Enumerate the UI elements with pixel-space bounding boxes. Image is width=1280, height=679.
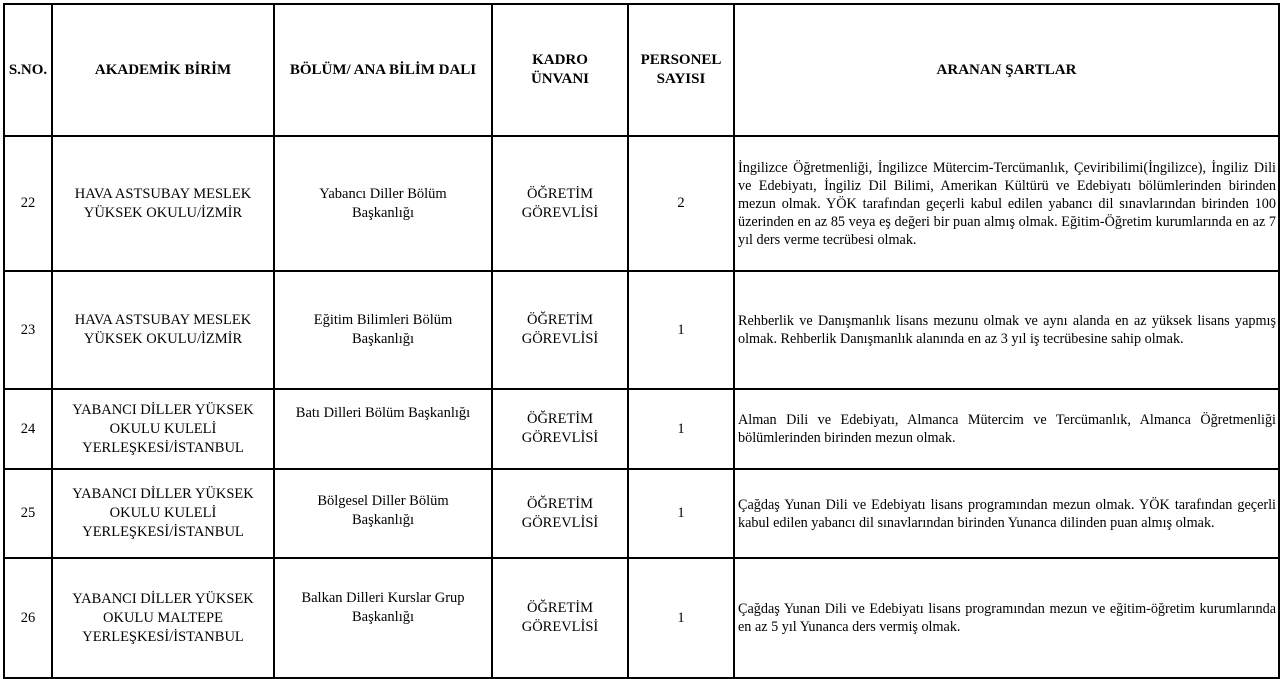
birim-line: YERLEŞKESİ/İSTANBUL	[82, 439, 244, 456]
row-akademik-birim	[52, 389, 274, 469]
birim-line: HAVA ASTSUBAY MESLEK	[74, 312, 252, 328]
unvan-line: ÖĞRETİM	[526, 312, 594, 328]
bolum-line: Başkanlığı	[351, 204, 415, 221]
table-row	[4, 469, 1279, 558]
bolum-line: Başkanlığı	[351, 512, 415, 528]
unvan-line: GÖREVLİSİ	[521, 619, 599, 635]
unvan-line: ÖĞRETİM	[526, 185, 594, 202]
unvan-line: GÖREVLİSİ	[521, 430, 599, 446]
table-header-row	[4, 4, 1279, 136]
row-kadro-unvani	[492, 136, 628, 271]
row-sno: 26	[4, 558, 52, 678]
birim-line: YABANCI DİLLER YÜKSEK	[72, 486, 254, 502]
unvan-line: GÖREVLİSİ	[521, 514, 599, 531]
bolum-line: Başkanlığı	[351, 331, 415, 347]
header-kadro-unvani	[492, 4, 628, 136]
row-sno: 23	[4, 271, 52, 389]
row-personel-sayisi: 1	[628, 389, 734, 469]
row-akademik-birim	[52, 136, 274, 271]
row-personel-sayisi: 1	[628, 469, 734, 558]
bolum-line: Yabancı Diller Bölüm	[319, 185, 447, 202]
row-bolum	[274, 469, 492, 558]
row-personel-sayisi: 2	[628, 136, 734, 271]
table-row	[4, 558, 1279, 678]
row-personel-sayisi: 1	[628, 271, 734, 389]
birim-line: OKULU MALTEPE	[103, 609, 223, 626]
header-personel-line2: SAYISI	[656, 71, 706, 87]
bolum-line: Balkan Dilleri Kurslar Grup	[301, 590, 465, 606]
row-aranan-sartlar: Alman Dili ve Edebiyatı, Almanca Mütercim ve Tercümanlık, Almanca Öğretmenliği bölümlerinden birinden mezun olmak.	[734, 389, 1279, 469]
row-bolum	[274, 271, 492, 389]
birim-line: YABANCI DİLLER YÜKSEK	[72, 401, 254, 418]
row-aranan-sartlar: Çağdaş Yunan Dili ve Edebiyatı lisans programından mezun ve eğitim-öğretim kurumlarında en az 5 yıl Yunanca ders vermiş olmak.	[734, 558, 1279, 678]
row-kadro-unvani	[492, 469, 628, 558]
birim-line: YABANCI DİLLER YÜKSEK	[72, 590, 254, 607]
row-bolum	[274, 136, 492, 271]
row-akademik-birim	[52, 558, 274, 678]
birim-line: YERLEŞKESİ/İSTANBUL	[82, 628, 244, 645]
birim-line: YÜKSEK OKULU/İZMİR	[83, 331, 243, 347]
table-row	[4, 389, 1279, 469]
row-aranan-sartlar: Çağdaş Yunan Dili ve Edebiyatı lisans programından mezun olmak. YÖK tarafından geçerli kabul edilen yabancı dil sınavlarından birinden Yunanca dilinden puan almış olmak.	[734, 469, 1279, 558]
birim-line: YÜKSEK OKULU/İZMİR	[83, 204, 243, 221]
row-bolum	[274, 389, 492, 469]
row-kadro-unvani	[492, 389, 628, 469]
bolum-line: Bölgesel Diller Bölüm	[317, 493, 449, 509]
header-aranan-sartlar: ARANAN ŞARTLAR	[734, 4, 1279, 136]
birim-line: OKULU KULELİ	[109, 420, 217, 437]
unvan-line: GÖREVLİSİ	[521, 331, 599, 347]
header-bolum: BÖLÜM/ ANA BİLİM DALI	[274, 4, 492, 136]
row-akademik-birim	[52, 469, 274, 558]
row-personel-sayisi: 1	[628, 558, 734, 678]
header-akademik-birim: AKADEMİK BİRİM	[52, 4, 274, 136]
header-kadro-line1: KADRO	[532, 52, 588, 68]
table-row	[4, 136, 1279, 271]
row-kadro-unvani	[492, 271, 628, 389]
header-personel-sayisi	[628, 4, 734, 136]
table-row	[4, 271, 1279, 389]
unvan-line: ÖĞRETİM	[526, 411, 594, 427]
unvan-line: GÖREVLİSİ	[521, 204, 599, 221]
unvan-line: ÖĞRETİM	[526, 600, 594, 616]
row-sno: 25	[4, 469, 52, 558]
bolum-line: Eğitim Bilimleri Bölüm	[313, 312, 453, 328]
row-sno: 22	[4, 136, 52, 271]
bolum-line: Başkanlığı	[351, 609, 415, 625]
row-aranan-sartlar: Rehberlik ve Danışmanlık lisans mezunu olmak ve aynı alanda en az yüksek lisans yapmış olmak. Rehberlik Danışmanlık alanında en az 3 yıl iş tecrübesine sahip olmak.	[734, 271, 1279, 389]
row-bolum	[274, 558, 492, 678]
row-sno: 24	[4, 389, 52, 469]
bolum-line: Batı Dilleri Bölüm Başkanlığı	[295, 405, 471, 421]
row-aranan-sartlar: İngilizce Öğretmenliği, İngilizce Mütercim-Tercümanlık, Çeviribilimi(İngilizce), İngiliz Dili ve Edebiyatı, İngiliz Dil Bilimi, Amerikan Kültürü ve Edebiyatı bölümlerinden birinden mezun olmak. YÖK tarafından geçerli kabul edilen yabancı dil sınavlarından birinden 100 üzerinden en az 85 veya eş değeri bir puan almış olmak. Eğitim-Öğretim kurumlarında en az 7 yıl ders verme tecrübesi olmak.	[734, 136, 1279, 271]
unvan-line: ÖĞRETİM	[526, 495, 594, 512]
header-personel-line1: PERSONEL	[640, 52, 722, 68]
birim-line: YERLEŞKESİ/İSTANBUL	[82, 524, 244, 540]
row-kadro-unvani	[492, 558, 628, 678]
birim-line: HAVA ASTSUBAY MESLEK	[74, 185, 252, 202]
header-kadro-line2: ÜNVANI	[530, 71, 590, 87]
header-sno: S.NO.	[4, 4, 52, 136]
birim-line: OKULU KULELİ	[109, 505, 217, 521]
staff-requirements-table	[3, 3, 1280, 679]
row-akademik-birim	[52, 271, 274, 389]
